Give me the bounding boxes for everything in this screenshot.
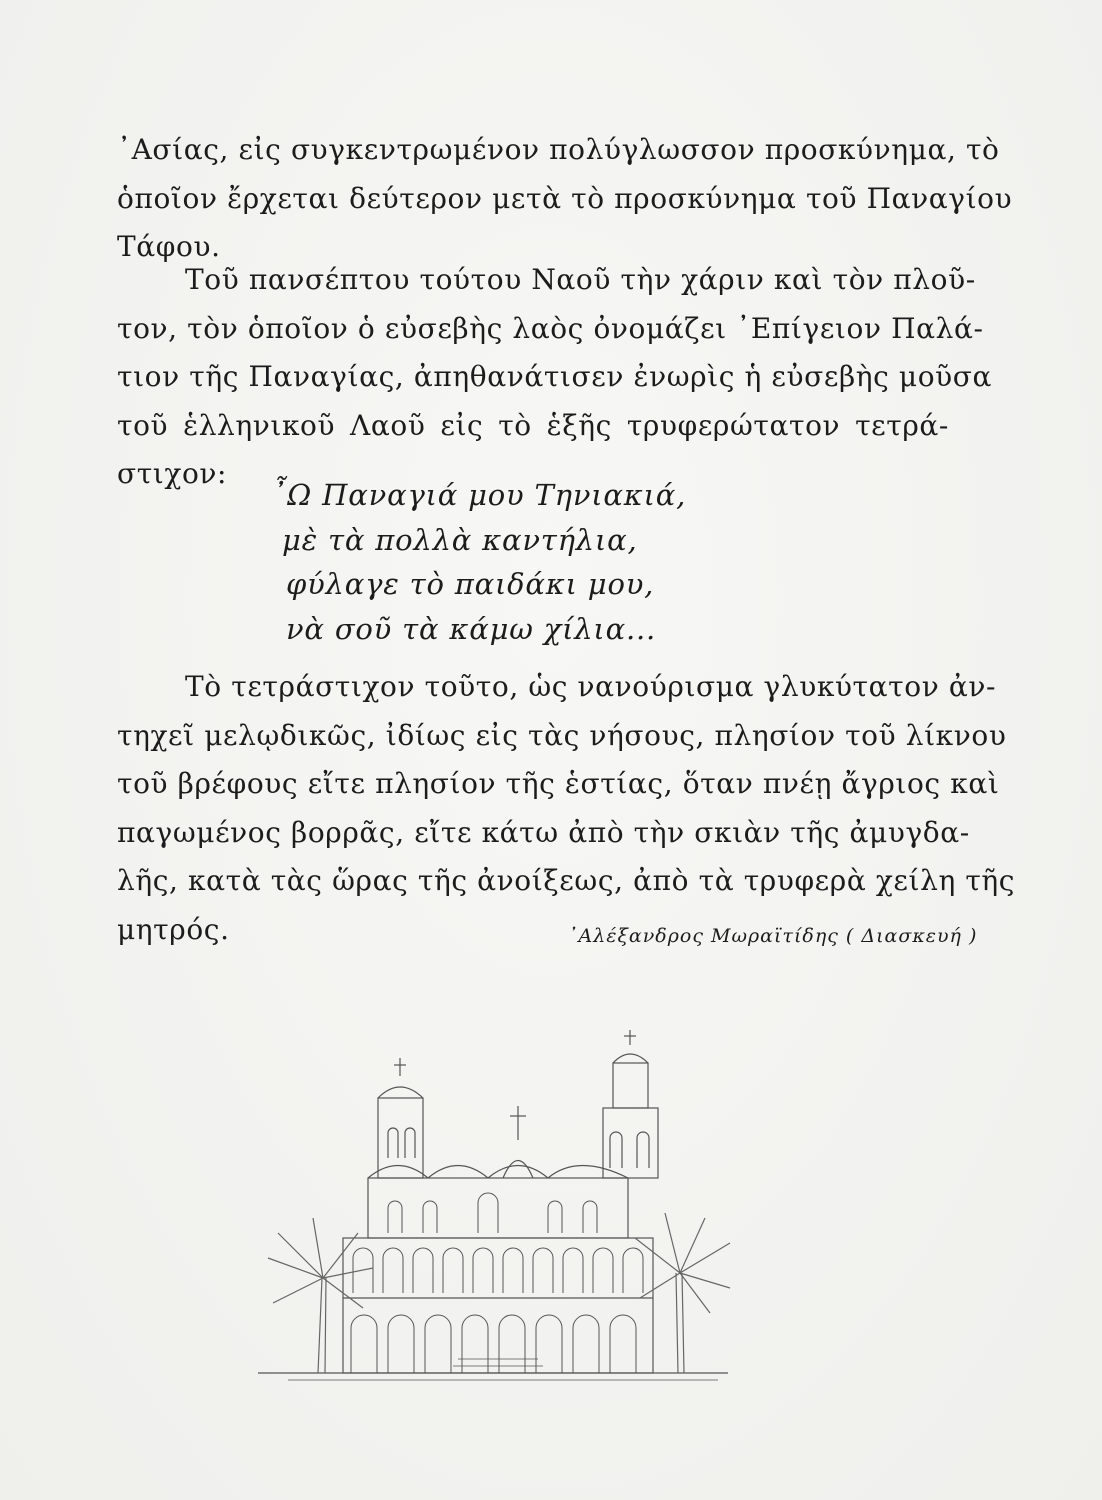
text-line: Τὸ τετράστιχον τοῦτο, ὡς νανούρισμα γλυκύτατον ἀν- bbox=[185, 670, 997, 703]
text-line: λῆς, κατὰ τὰς ὥρας τῆς ἀνοίξεως, ἀπὸ τὰ τρυφερὰ χείλη τῆς bbox=[117, 864, 1016, 897]
text-line: τον, τὸν ὁποῖον ὁ εὐσεβὴς λαὸς ὀνομάζει ᾿Επίγειον Παλά- bbox=[117, 311, 984, 345]
church-drawing bbox=[248, 1028, 734, 1398]
text-line: Τάφου. bbox=[117, 230, 221, 263]
text-line: στιχον: bbox=[117, 457, 228, 490]
text-line: παγωμένος βορρᾶς, εἴτε κάτω ἀπὸ τὴν σκιὰν τῆς ἀμυγδα- bbox=[117, 815, 970, 849]
text-line: τηχεῖ μελῳδικῶς, ἰδίως εἰς τὰς νήσους, πλησίον τοῦ λίκνου bbox=[117, 718, 1007, 752]
text-line: Τοῦ πανσέπτου τούτου Ναοῦ τὴν χάριν καὶ τὸν πλοῦ- bbox=[185, 263, 976, 296]
poem-line: ῏Ω Παναγιά μου Τηνιακιά, bbox=[272, 478, 687, 512]
poem-line: μὲ τὰ πολλὰ καντήλια, bbox=[282, 522, 638, 557]
signature: ᾿Αλέξανδρος Μωραϊτίδης ( Διασκευή ) bbox=[568, 925, 978, 947]
text-line: τοῦ ἑλληνικοῦ Λαοῦ εἰς τὸ ἑξῆς τρυφερώτατον τετρά- bbox=[117, 408, 949, 442]
poem-line: φύλαγε τὸ παιδάκι μου, bbox=[286, 567, 655, 601]
poem bbox=[272, 472, 686, 650]
paragraph-2 bbox=[117, 256, 993, 499]
poem-line: νὰ σοῦ τὰ κάμω χίλια... bbox=[286, 611, 657, 646]
text-line: ᾿Ασίας, εἰς συγκεντρωμένον πολύγλωσσον προσκύνημα, τὸ bbox=[117, 133, 1000, 166]
paragraph-1 bbox=[117, 126, 1013, 272]
text-line: μητρός. bbox=[117, 912, 230, 946]
text-line: ὁποῖον ἔρχεται δεύτερον μετὰ τὸ προσκύνημα τοῦ Παναγίου bbox=[117, 181, 1013, 215]
text-line: τοῦ βρέφους εἴτε πλησίον τῆς ἑστίας, ὅταν πνέῃ ἄγριος καὶ bbox=[117, 767, 1000, 800]
paragraph-3 bbox=[117, 663, 1016, 954]
text-line: τιον τῆς Παναγίας, ἀπηθανάτισεν ἐνωρὶς ἡ εὐσεβὴς μοῦσα bbox=[117, 360, 993, 393]
